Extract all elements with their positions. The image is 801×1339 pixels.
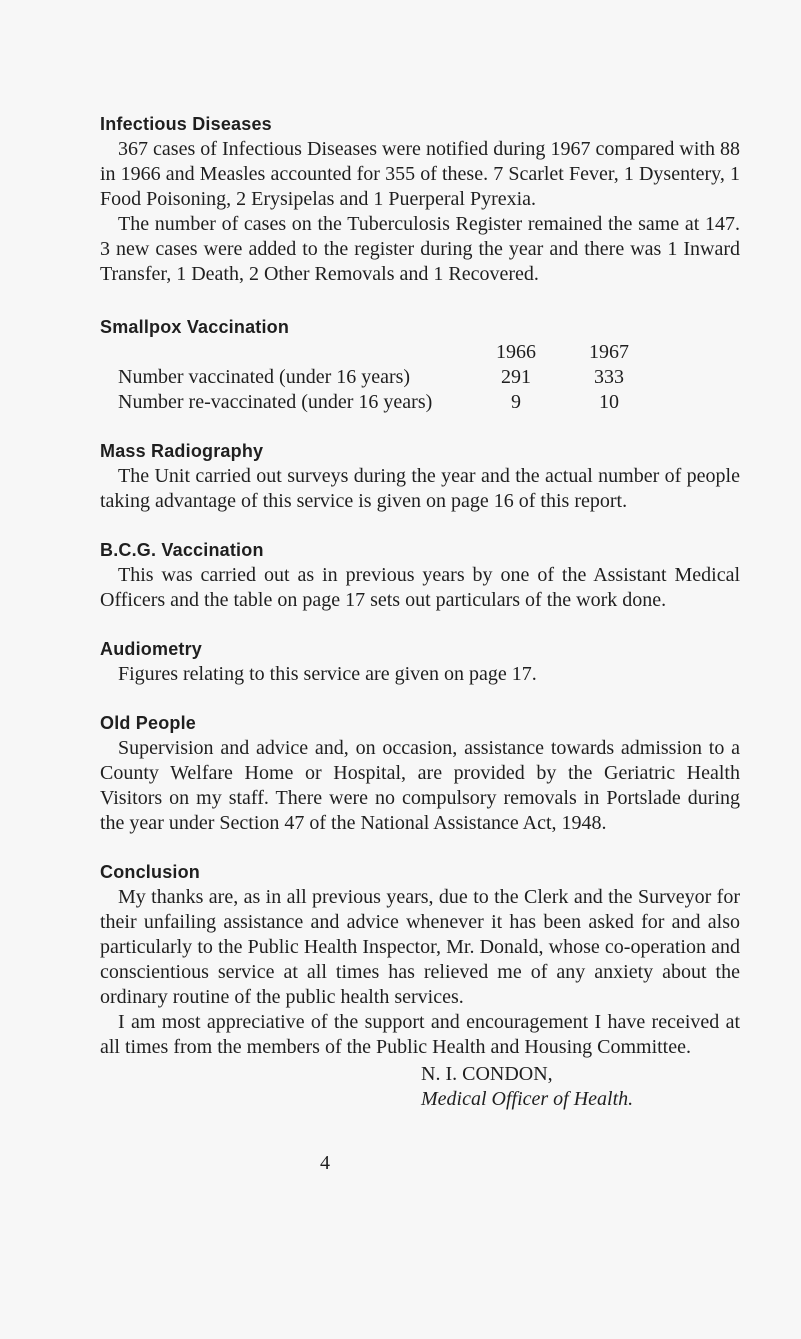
signature-block — [421, 1062, 740, 1112]
paragraph-bcg: This was carried out as in previous years by one of the Assistant Medical Officers and the table on page 17 sets out particulars of the work done. — [100, 564, 740, 611]
paragraph-infectious-cases: 367 cases of Infectious Diseases were notified during 1967 compared with 88 in 1966 and Measles accounted for 355 of these. 7 Scarlet Fever, 1 Dysentery, 1 Food Poisoning, 2 Erysipelas and 1 Puerperal Pyrexia. — [100, 138, 740, 210]
cell-revaccinated-1966: 9 — [511, 391, 521, 413]
heading-mass-radiography: Mass Radiography — [100, 441, 264, 461]
heading-smallpox-vaccination: Smallpox Vaccination — [100, 317, 290, 337]
page-number: 4 — [320, 1152, 330, 1174]
row-label-revaccinated: Number re-vaccinated (under 16 years) — [118, 391, 433, 413]
section-mass-radiography — [100, 439, 740, 514]
table-row — [100, 365, 740, 390]
document-page — [100, 112, 740, 1112]
cell-vaccinated-1966: 291 — [501, 366, 531, 388]
section-bcg-vaccination — [100, 538, 740, 613]
row-label-vaccinated: Number vaccinated (under 16 years) — [118, 366, 411, 388]
cell-revaccinated-1967: 10 — [599, 391, 619, 413]
paragraph-radiography: The Unit carried out surveys during the year and the actual number of people taking advantage of this service is given on page 16 of this report. — [100, 465, 740, 512]
heading-infectious-diseases: Infectious Diseases — [100, 114, 272, 134]
column-header-1966: 1966 — [496, 341, 536, 363]
paragraph-audiometry: Figures relating to this service are given on page 17. — [118, 663, 537, 685]
heading-bcg-vaccination: B.C.G. Vaccination — [100, 540, 264, 560]
section-infectious-diseases — [100, 112, 740, 287]
smallpox-table-header — [100, 340, 740, 365]
section-conclusion — [100, 860, 740, 1060]
paragraph-conclusion-appreciation: I am most appreciative of the support and encouragement I have received at all times from the members of the Public Health and Housing Committee. — [100, 1011, 740, 1058]
section-smallpox-vaccination — [100, 315, 740, 415]
signature-name: N. I. CONDON, — [421, 1063, 553, 1085]
column-header-1967: 1967 — [589, 341, 629, 363]
section-old-people — [100, 711, 740, 836]
table-row — [100, 390, 740, 415]
smallpox-table — [100, 340, 740, 415]
signature-title: Medical Officer of Health. — [421, 1088, 634, 1110]
heading-old-people: Old People — [100, 713, 197, 733]
cell-vaccinated-1967: 333 — [594, 366, 624, 388]
heading-conclusion: Conclusion — [100, 862, 200, 882]
paragraph-conclusion-thanks: My thanks are, as in all previous years, due to the Clerk and the Surveyor for their unfailing assistance and advice whenever it has been asked for and also particularly to the Public Health Inspector, Mr. Donald, whose co-operation and conscientious service at all times has relieved me of any anxiety about the ordinary routine of the public health services. — [100, 886, 740, 1008]
paragraph-tuberculosis-register: The number of cases on the Tuberculosis Register remained the same at 147. 3 new cases were added to the register during the year and there was 1 Inward Transfer, 1 Death, 2 Other Removals and 1 Recovered. — [100, 213, 740, 285]
heading-audiometry: Audiometry — [100, 639, 203, 659]
paragraph-old-people: Supervision and advice and, on occasion, assistance towards admission to a County Welfare Home or Hospital, are provided by the Geriatric Health Visitors on my staff. There were no compulsory removals in Portslade during the year under Section 47 of the National Assistance Act, 1948. — [100, 737, 740, 834]
section-audiometry — [100, 637, 740, 687]
